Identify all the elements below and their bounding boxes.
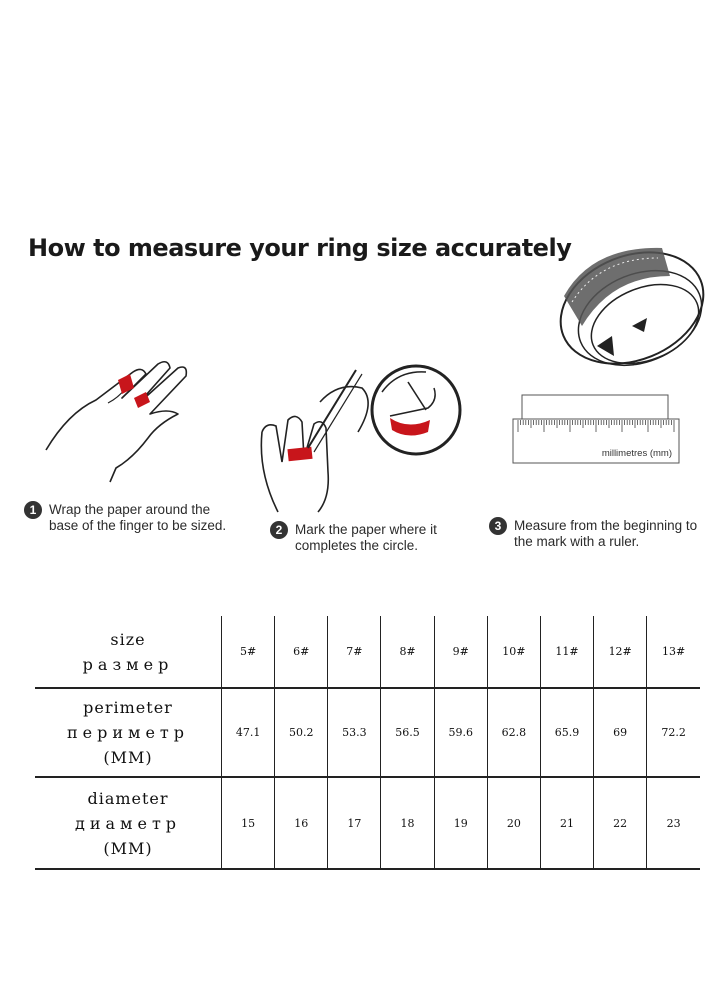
table-cell: 20	[487, 777, 540, 869]
step-2	[270, 522, 437, 554]
table-cell: 59.6	[434, 688, 487, 777]
table-cell: 21	[540, 777, 593, 869]
table-cell: 10#	[487, 616, 540, 688]
table-cell: 16	[275, 777, 328, 869]
step-3-number: 3	[489, 517, 507, 535]
step-3-text-line2: the mark with a ruler.	[514, 534, 640, 549]
table-cell: 50.2	[275, 688, 328, 777]
table-cell: 18	[381, 777, 434, 869]
label-ru: размер	[82, 654, 174, 674]
row-label-perimeter	[35, 688, 222, 777]
page-title: How to measure your ring size accurately	[28, 234, 572, 262]
table-cell: 6#	[275, 616, 328, 688]
table-cell: 65.9	[540, 688, 593, 777]
table-cell: 69	[594, 688, 647, 777]
row-label-diameter	[35, 777, 222, 869]
table-cell: 15	[222, 777, 275, 869]
table-cell: 19	[434, 777, 487, 869]
ring-illustration	[552, 236, 710, 376]
table-cell: 62.8	[487, 688, 540, 777]
hand-mark-illustration	[258, 362, 464, 514]
table-cell: 7#	[328, 616, 381, 688]
step-1-text-line1: Wrap the paper around the	[49, 502, 211, 517]
step-2-text-line2: completes the circle.	[295, 538, 419, 553]
ring-size-table	[35, 616, 700, 870]
step-2-number: 2	[270, 521, 288, 539]
step-2-text-line1: Mark the paper where it	[295, 522, 437, 537]
table-cell: 13#	[647, 616, 700, 688]
table-cell: 53.3	[328, 688, 381, 777]
label-unit: (MM)	[103, 838, 153, 858]
label-en: diameter	[87, 788, 169, 808]
row-label-size	[35, 616, 222, 688]
table-cell: 8#	[381, 616, 434, 688]
table-cell: 5#	[222, 616, 275, 688]
table-row-diameter	[35, 777, 700, 869]
table-cell: 11#	[540, 616, 593, 688]
label-en: size	[110, 629, 146, 649]
step-3	[489, 518, 697, 550]
table-row-size	[35, 616, 700, 688]
ruler-illustration	[512, 394, 682, 466]
label-ru: диаметр	[74, 813, 182, 833]
table-cell: 17	[328, 777, 381, 869]
table-cell: 23	[647, 777, 700, 869]
step-1-text-line2: base of the finger to be sized.	[49, 518, 227, 533]
table-cell: 56.5	[381, 688, 434, 777]
step-1-number: 1	[24, 501, 42, 519]
table-cell: 9#	[434, 616, 487, 688]
label-ru: периметр	[66, 723, 190, 742]
table-cell: 72.2	[647, 688, 700, 777]
ruler-label: millimetres (mm)	[601, 448, 672, 459]
table-cell: 47.1	[222, 688, 275, 777]
table-cell: 12#	[594, 616, 647, 688]
label-unit: (MM)	[103, 748, 153, 767]
step-3-text-line1: Measure from the beginning to	[514, 518, 698, 533]
label-en: perimeter	[83, 698, 173, 717]
table-cell: 22	[594, 777, 647, 869]
table-row-perimeter	[35, 688, 700, 777]
step-1	[24, 502, 226, 534]
hand-wrap-illustration	[38, 358, 198, 488]
